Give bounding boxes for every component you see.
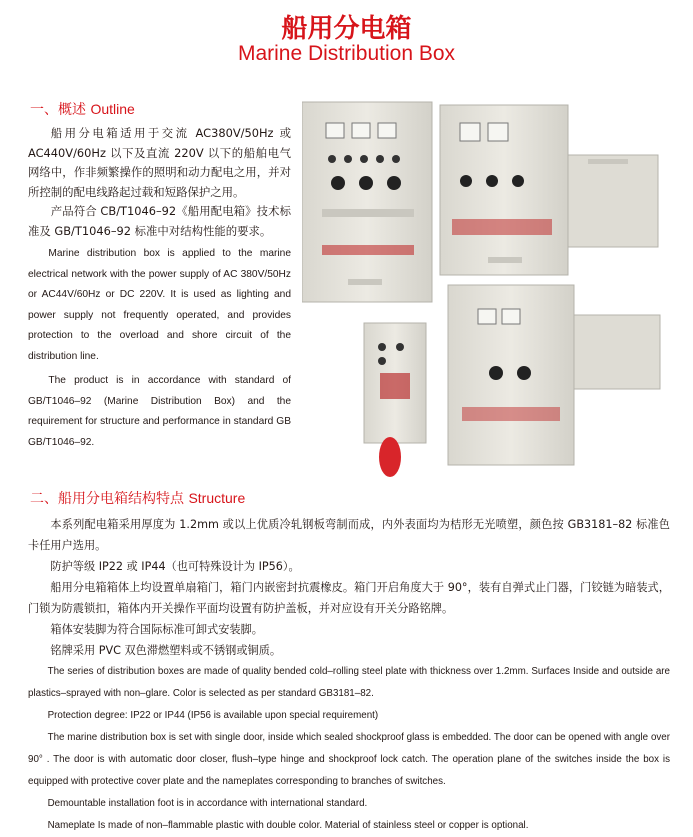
section2-paragraph-cn: 船用分电箱箱体上均设置单扇箱门，箱门内嵌密封抗震橡皮。箱门开启角度大于 90°，装有自弹式止门器，门铰链为暗装式，门锁为防震锁扣，箱体内开关操作平面均设置有防护盖板，并对应设有开关分路铭牌。 xyxy=(28,581,670,615)
page-title-en: Marine Distribution Box xyxy=(237,42,456,65)
section1-heading-en: Outline xyxy=(90,101,135,117)
section2-body xyxy=(28,514,670,837)
section2-paragraph-en: Demountable installation foot is in accordance with international standard. xyxy=(47,798,368,809)
section2-heading-en: Structure xyxy=(188,490,246,506)
section1-paragraph-cn: 船用分电箱适用于交流 AC380V/50Hz 或 AC440V/60Hz 以下及直流 220V 以下的船舶电气网络中，作非频繁操作的照明和动力配电之用，并对所控制的配电线路起过载和短路保护之用。 xyxy=(28,126,291,199)
section2-paragraph-en: The series of distribution boxes are made of quality bended cold–rolling steel plate with thickness over 1.2mm. Surfaces Inside and outside are plastics–sprayed with non–glare. Color is selected as per standard GB3181–82. xyxy=(28,666,670,699)
section2-paragraph-cn: 箱体安装脚为符合国际标准可卸式安装脚。 xyxy=(50,623,263,636)
section1-body xyxy=(28,124,291,453)
section2-paragraph-en: Protection degree: IP22 or IP44 (IP56 is available upon special requirement) xyxy=(47,710,379,721)
section2-paragraph-cn: 铭牌采用 PVC 双色滞燃塑料或不锈钢或铜质。 xyxy=(50,644,282,657)
distribution-box-photo xyxy=(302,97,672,480)
section2-heading-cn: 二、船用分电箱结构特点 xyxy=(30,491,184,507)
section2-paragraph-cn: 防护等级 IP22 或 IP44（也可特殊设计为 IP56）。 xyxy=(50,560,300,573)
section2-paragraph-en: Nameplate Is made of non–flammable plastic with double color. Material of stainless steel or copper is optional. xyxy=(47,820,529,831)
section1-paragraph-cn: 产品符合 CB/T1046–92《船用配电箱》技术标准及 GB/T1046–92 标准中对结构性能的要求。 xyxy=(28,204,291,238)
section1-paragraph-en: The product is in accordance with standard of GB/T1046–92 (Marine Distribution Box) and the requirement for structure and performance in standard GB GB/T1046–92. xyxy=(28,375,291,448)
section1-paragraph-en: Marine distribution box is applied to the marine electrical network with the power supply of AC 380V/50Hz or AC44V/60Hz or DC 220V. It is used as lighting and power supply not frequently operated, and provides protection to the overload and shore circuit of the distribution line. xyxy=(28,248,291,362)
section1-heading xyxy=(30,99,135,119)
section1-heading-cn: 一、概述 xyxy=(30,102,86,118)
section2-paragraph-en: The marine distribution box is set with single door, inside which sealed shockproof glass is embedded. The door can be opened with angle over 90° . The door is with automatic door closer, flush–type hinge and shockproof lock catch. The operation plane of the switches inside the box is equipped with protective cover plate and the nameplates corresponding to branches of switches. xyxy=(28,732,670,787)
page-title-cn: 船用分电箱 xyxy=(281,14,412,44)
section2-heading xyxy=(30,488,245,508)
section2-paragraph-cn: 本系列配电箱采用厚度为 1.2mm 或以上优质冷轧钢板弯制而成，内外表面均为桔形无光喷塑，颜色按 GB3181–82 标准色卡任用户选用。 xyxy=(28,518,670,552)
